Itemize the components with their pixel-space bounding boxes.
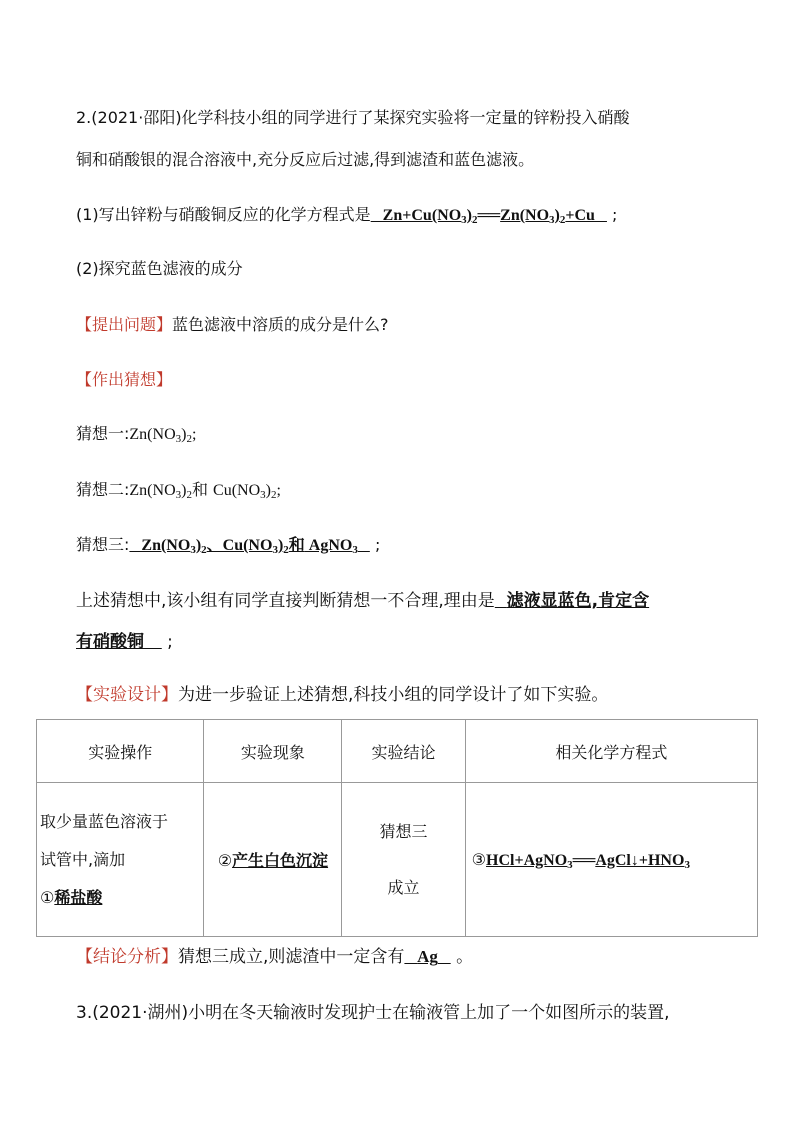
reason-answer-1: 滤液显蓝色,肯定含 bbox=[506, 591, 650, 611]
design-text: 为进一步验证上述猜想,科技小组的同学设计了如下实验。 bbox=[178, 685, 609, 705]
header-operation: 实验操作 bbox=[37, 720, 204, 783]
phenomenon-answer: 产生白色沉淀 bbox=[232, 851, 329, 870]
guess3-answer: $Zn(NO_3)_2$、$Cu(NO_3)_2$ bbox=[129, 537, 289, 556]
q2-line1: 2.(2021·邵阳)化学科技小组的同学进行了某探究实验将一定量的锌粉投入硝酸 bbox=[76, 108, 630, 127]
experiment-table bbox=[36, 719, 758, 937]
cell-operation: 取少量蓝色溶液于 试管中,滴加 ①稀盐酸 bbox=[37, 783, 204, 937]
reason-line1: 上述猜想中,该小组有同学直接判断猜想一不合理,理由是 滤液显蓝色,肯定含 bbox=[76, 591, 650, 611]
cell-conclusion: 猜想三 成立 bbox=[342, 783, 465, 937]
design-line bbox=[76, 684, 608, 706]
table-header-row bbox=[37, 720, 758, 783]
analysis-tag: 【结论分析】 bbox=[76, 947, 178, 967]
guess3: 猜想三: $Zn(NO_3)_2$、$Cu(NO_3)_2$和 AgNO$_3$ ; bbox=[76, 535, 381, 556]
ask-text: 蓝色滤液中溶质的成分是什么? bbox=[172, 315, 389, 334]
q2-part2: (2)探究蓝色滤液的成分 bbox=[76, 259, 243, 278]
analysis-line: 【结论分析】猜想三成立,则滤渣中一定含有 Ag 。 bbox=[76, 947, 474, 967]
part1-prefix: (1)写出锌粉与硝酸铜反应的化学方程式是 bbox=[76, 205, 371, 224]
cell-equation: $③HCl+AgNO_3══AgCl↓+HNO_3$ bbox=[465, 783, 757, 937]
header-equation: 相关化学方程式 bbox=[465, 720, 757, 783]
ask-tag: 【提出问题】 bbox=[76, 315, 173, 334]
q2-line2: 铜和硝酸银的混合溶液中,充分反应后过滤,得到滤渣和蓝色滤液。 bbox=[76, 150, 535, 169]
analysis-answer: Ag bbox=[417, 947, 438, 966]
part1-answer: $Zn+Cu(NO_3)_2$ bbox=[370, 207, 478, 226]
q2-part1: (1)写出锌粉与硝酸铜反应的化学方程式是 $Zn+Cu(NO_3)_2══Zn(NO_3)_2+Cu$ ; bbox=[76, 205, 618, 226]
table-row bbox=[37, 783, 758, 937]
reason-line2: 有硝酸铜 ; bbox=[76, 632, 173, 652]
q3-line1: 3.(2021·湖州)小明在冬天输液时发现护士在输液管上加了一个如图所示的装置, bbox=[76, 1003, 670, 1023]
guess2: 猜想二$:Zn(NO_3)_2$和 $Cu(NO_3)_2$; bbox=[76, 480, 281, 501]
reason-answer-2: 有硝酸铜 bbox=[76, 632, 144, 652]
guess1: 猜想一$:Zn(NO_3)_2$; bbox=[76, 424, 197, 445]
header-conclusion: 实验结论 bbox=[342, 720, 465, 783]
cell-phenomenon: ②产生白色沉淀 bbox=[204, 783, 342, 937]
part1-suffix: ; bbox=[612, 205, 618, 224]
design-tag: 【实验设计】 bbox=[76, 685, 178, 705]
guess-heading: 【作出猜想】 bbox=[76, 370, 173, 389]
operation-answer: 稀盐酸 bbox=[54, 887, 103, 907]
ask-line bbox=[76, 314, 389, 336]
header-phenomenon: 实验现象 bbox=[204, 720, 342, 783]
equation-answer: HCl+AgNO$_3$ bbox=[486, 851, 573, 871]
